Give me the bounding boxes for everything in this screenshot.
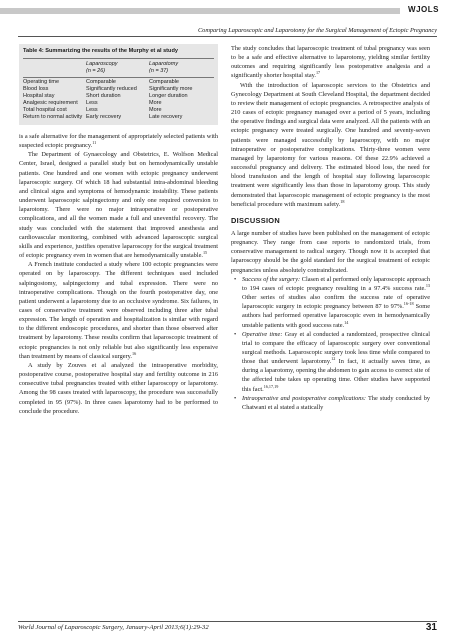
row-label: Total hospital cost — [23, 107, 67, 113]
table-header-empty — [23, 61, 86, 68]
header-rule — [18, 36, 437, 37]
row-label: Operating time — [23, 78, 86, 87]
left-column — [19, 44, 218, 416]
citation-ref: 18 — [340, 198, 345, 204]
list-item — [242, 394, 430, 412]
row-label: Hospital stay — [23, 93, 55, 99]
cell-laparoscopy: Early recovery — [86, 114, 122, 120]
section-heading: DISCUSSION — [231, 215, 280, 225]
header-bar — [0, 0, 449, 20]
bullet-label: Operative time: — [242, 330, 283, 338]
cell-laparotomy: Significantly more — [149, 86, 193, 92]
cell-laparotomy: Longer duration — [149, 93, 188, 99]
cell-laparoscopy: Short duration — [86, 93, 121, 99]
paragraph — [231, 229, 430, 275]
table-row — [23, 114, 214, 121]
footer-rule — [18, 621, 437, 622]
table-header-laparotomy-n: (n = 37) — [149, 68, 169, 74]
cell-laparoscopy: Less — [86, 107, 98, 113]
paragraph-text: A large number of studies have been published on the management of ectopic pregnancy. They range from case reports to randomized trials, from conservative management to radical surgery. Though now it is accepted that laparoscopy should be the gold standard for the surgical treatment of ectopic pregnancies unless absolutely contraindicated. — [231, 229, 430, 274]
table-header-laparoscopy-n: (n = 26) — [86, 68, 106, 74]
citation-ref: 17 — [315, 70, 321, 76]
table-header-laparotomy: Laparotomy — [149, 61, 179, 67]
cell-laparoscopy: Significantly reduced — [86, 86, 137, 92]
bullet-text: In fact, it actually saves time, as during a laparotomy, opening the abdomen to gain access to correct site of the affected tube takes up operating time. Other studies have supported this fact. — [242, 358, 430, 393]
paragraph-text: The Department of Gynaecology and Obstetrics, E. Wolfson Medical Center, Israel, designed a parallel study but on hemodynamically unstable patients. One hundred and one women with ectopic pregnancy underwent laparoscopic surgery. Of which 18 had substantial intra-abdominal bleeding and clinical signs and symptoms of hemodynamic instability. These patients underwent laparoscopic salpingectomy and only one required conversion to laparotomy. There were no major intraoperative or postoperative complications, and all the women made a full and uneventful recovery. The study was concluded with the statement that improved anesthesia and cardiovascular monitoring, combined with advanced laparoscopic surgical skills and experience, justifies operative laparoscopy for the surgical treatment of ectopic pregnancy even in women that are hemodynamically unstable. — [19, 151, 218, 260]
paragraph-text: A French institute conducted a study where 100 ectopic pregnancies were operated on by laparoscopy. The different techniques used included salpingostomy, salpingectomy and tubal expression. There were no intraoperative complications. Though on the fourth postoperative day, one patient underwent a laparotomy due to an occlusive syndrome. Six failures, in cases of conservative treatment were observed including three after tubal expression. The length of operation and hospitalization is similar with regard to the different endoscopic procedures, and shorter than those observed after treatment by laparotomy. These results confirm that laparoscopic treatment of ectopic pregnancies is not only reliable but also significantly less expensive than treatment by means of classical surgery. — [19, 261, 218, 360]
list-item — [242, 330, 430, 394]
bullet-label: Intraoperative and postoperative complications: — [242, 394, 366, 402]
header-gray-band — [0, 8, 400, 14]
bullet-text: Clasen et al performed only laparoscopic approach to 194 cases of ectopic pregnancy resulting in a 97.4% success rate. — [242, 275, 431, 292]
cell-laparoscopy: Comparable — [86, 78, 149, 87]
row-label: Blood loss — [23, 86, 49, 92]
table-row — [23, 100, 214, 107]
paragraph — [19, 361, 218, 416]
citation-ref: 16-18 — [403, 301, 414, 307]
paragraph-text: A study by Zouves et al analyzed the intraoperative morbidity, postoperative course, postoperative hospital stay and fertility outcome in 216 consecutive tubal pregnancies treated with either laparoscopy or laparotomy. Among the 98 cases treated with laparoscopy, the procedure was successfully completed in 95 (97%). In three cases laparotomy had to be performed to conclude the procedure. — [19, 361, 218, 415]
citation-ref: 16,17,19 — [263, 383, 279, 389]
table-row — [23, 107, 214, 114]
table-row — [23, 78, 214, 87]
paragraph-text: The study concludes that laparoscopic treatment of tubal pregnancy was seen to be a safe and effective alternative to laparotomy, yielding similar fertility outcomes and requiring significantly less postoperative analgesia and a significantly shorter hospital stay. — [231, 45, 430, 80]
table-caption: Table 4: Summarizing the results of the Murphy et al study — [23, 46, 214, 59]
table-grid — [23, 61, 214, 121]
paragraph-text: With the introduction of laparoscopic services to the Obstetrics and Gynecology Department at South Cleveland Hospital, the department decided to review their management of ectopic pregnancies. A retrospective analysis of 210 cases of ectopic pregnancy managed over a period of 5 years, including the operative findings and surgical data were analyzed. All the patients with an ectopic pregnancy were treated surgically. One hundred and seventy-seven patients were managed successfully by laparoscopy, with no major intraoperative or postoperative complications. Thirty-three women were managed by laparotomy for various reasons. Of these 22.9% achieved a successful pregnancy and delivery. The estimated blood loss, the need for blood transfusion and the length of hospital stay following laparoscopic treatment were significantly less than those in laparotomy group. This study demonstrated that laparoscopic management of ectopic pregnancy is the most beneficial procedure with maximum safety. — [231, 81, 430, 208]
paragraph — [19, 150, 218, 260]
citation-ref: 11 — [92, 140, 97, 146]
table-header-laparoscopy: Laparoscopy — [86, 61, 118, 67]
bullet-text: Other series of studies also confirm the success rate of operative laparoscopic surgery in ectopic pregnancy between 87 to 97%. — [242, 294, 430, 311]
list-item — [242, 275, 430, 330]
results-table — [19, 44, 218, 125]
table-row — [23, 93, 214, 100]
cell-laparotomy: Late recovery — [149, 114, 183, 120]
bullet-text: Some authors had performed operative laparoscopic even in hemodynamically unstable patients with good success rate. — [242, 303, 430, 329]
page-number: 31 — [425, 622, 437, 633]
citation-ref: 16 — [131, 350, 137, 356]
bullet-list — [231, 275, 430, 412]
bullet-text: Gray et al conducted a randomized, prospective clinical trial to compare the efficacy of laparoscopic surgery over conventional surgical methods. Laparoscopic surgery took less time while compared to those that underwent laparotomy. — [242, 330, 430, 366]
paragraph — [231, 81, 430, 209]
running-title: Comparing Laparoscopic and Laparotomy for the Surgical Management of Ectopic Pregnancy — [197, 27, 437, 34]
row-label: Analgesic requirement — [23, 100, 78, 106]
row-label: Return to normal activity — [23, 114, 83, 120]
paragraph-text: is a safe alternative for the management of appropriately selected patients with suspected ectopic pregnancy. — [19, 133, 218, 150]
right-column — [231, 44, 430, 412]
citation-ref: 15 — [202, 249, 208, 255]
cell-laparotomy: More — [149, 100, 162, 106]
table-row — [23, 86, 214, 93]
bullet-text: The study conducted by Chatwani et al stated a statically — [242, 394, 430, 411]
cell-laparoscopy: Less — [86, 100, 98, 106]
cell-laparotomy: More — [149, 107, 162, 113]
table-header-empty-2 — [23, 68, 86, 78]
paragraph — [19, 132, 218, 150]
paragraph — [231, 44, 430, 81]
citation-ref: 12 — [331, 356, 336, 362]
journal-citation: World Journal of Laparoscopic Surgery, January-April 2013;6(1):29-32 — [18, 624, 209, 631]
citation-ref: 14 — [344, 319, 349, 325]
bullet-label: Success of the surgery: — [242, 275, 301, 283]
cell-laparotomy: Comparable — [149, 78, 214, 87]
journal-abbreviation: WJOLS — [408, 5, 439, 14]
citation-ref: 13 — [425, 282, 430, 288]
paragraph — [19, 260, 218, 361]
